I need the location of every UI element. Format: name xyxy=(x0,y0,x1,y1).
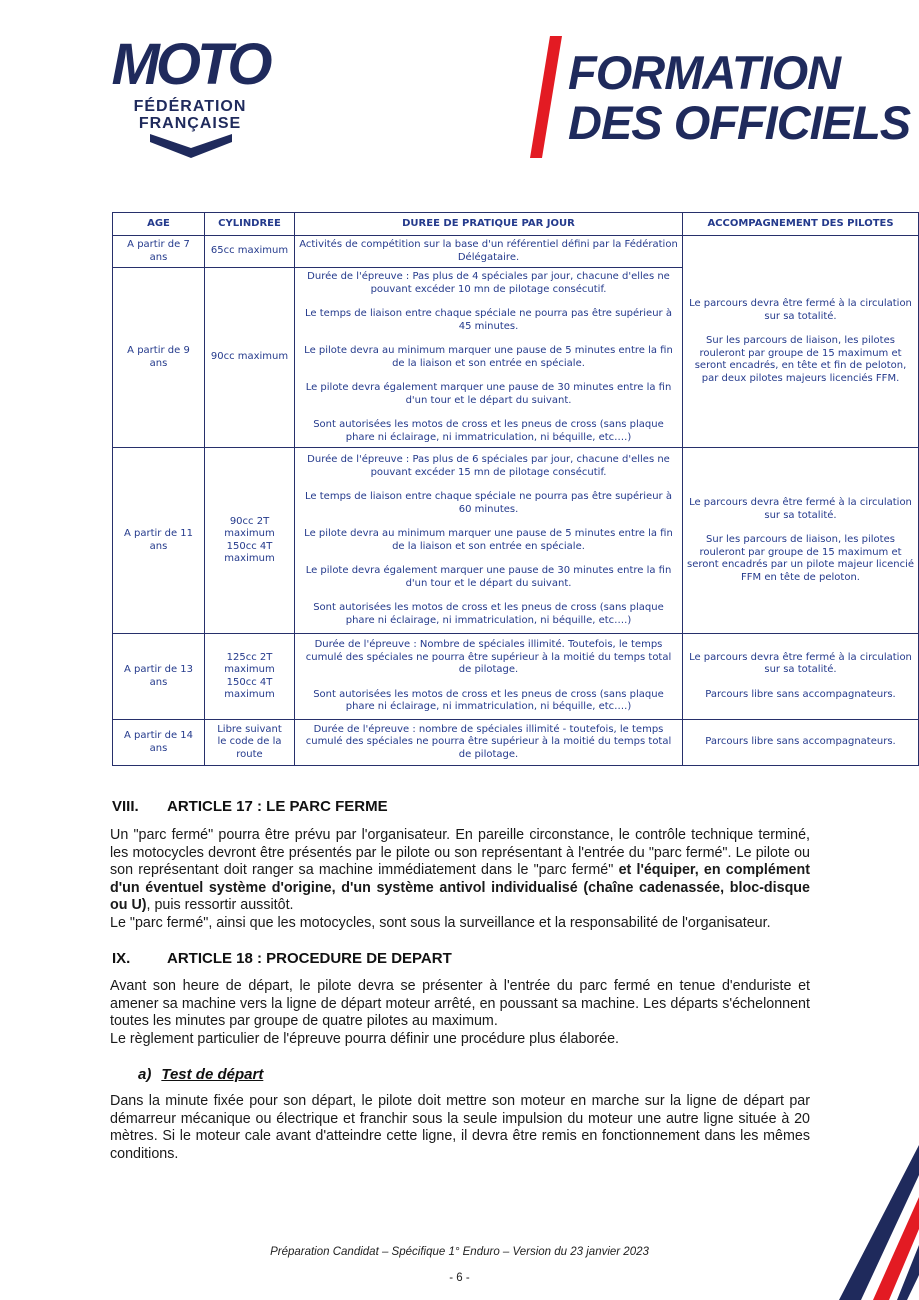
duree-text: Durée de l'épreuve : Pas plus de 6 spéciales par jour, chacune d'elles ne pouvant excéder 15 mn de pilotage consécutif. xyxy=(307,454,670,478)
subsection-title: Test de départ xyxy=(161,1066,264,1083)
article18-paragraph-2: Le règlement particulier de l'épreuve pourra définir une procédure plus élaborée. xyxy=(110,1030,619,1047)
article18-body xyxy=(110,978,810,1048)
cylindree-cell xyxy=(205,720,295,766)
age-cell: A partir de 14 ans xyxy=(113,720,205,766)
cylindree-cell xyxy=(205,448,295,634)
logo-federation-line: FÉDÉRATION xyxy=(133,98,247,115)
cylindree-cell: 90cc maximum xyxy=(205,268,295,448)
accompagnement-cell xyxy=(683,634,919,720)
logo-moto-text: MOTO xyxy=(111,32,269,97)
cylindree-cell xyxy=(205,634,295,720)
accompagnement-cell xyxy=(683,448,919,634)
article18-paragraph: Avant son heure de départ, le pilote devra se présenter à l'entrée du parc fermé en tenue d'enduriste et amener sa machine vers la ligne de départ moteur arrêté, en poussant sa machine. Les départs s'échelonnent toutes les minutes par groupe de quatre pilotes au maximum. xyxy=(110,978,810,1029)
table-row xyxy=(113,720,919,766)
article17-title: ARTICLE 17 : LE PARC FERME xyxy=(167,798,388,815)
header-accompagnement: ACCOMPAGNEMENT DES PILOTES xyxy=(683,213,919,236)
age-rules-table xyxy=(112,212,919,766)
corner-stripe-icon xyxy=(839,1145,919,1300)
article18-title: ARTICLE 18 : PROCEDURE DE DEPART xyxy=(167,950,452,967)
header-duree: DUREE DE PRATIQUE PAR JOUR xyxy=(295,213,683,236)
cylindree-line: 150cc 4T maximum xyxy=(224,540,275,564)
duree-text: Le temps de liaison entre chaque spéciale ne pourra pas être supérieur à 60 minutes. xyxy=(305,491,672,515)
duree-text: Le pilote devra également marquer une pause de 30 minutes entre la fin d'un tour et le départ du suivant. xyxy=(305,382,672,406)
age-cell: A partir de 13 ans xyxy=(113,634,205,720)
header-cylindree: CYLINDREE xyxy=(205,213,295,236)
acc-text: Le parcours devra être fermé à la circulation sur sa totalité. xyxy=(689,298,912,322)
duree-cell xyxy=(295,720,683,766)
formation-logo xyxy=(528,36,911,160)
acc-text: Sur les parcours de liaison, les pilotes rouleront par groupe de 15 maximum et seront encadrés, en tête et fin de peloton, par deux pilotes majeurs licenciés FFM. xyxy=(694,335,907,384)
cylindree-cell: 65cc maximum xyxy=(205,236,295,268)
duree-text: Le temps de liaison entre chaque spéciale ne pourra pas être supérieur à 45 minutes. xyxy=(305,308,672,332)
duree-text: Le pilote devra également marquer une pause de 30 minutes entre la fin d'un tour et le départ du suivant. xyxy=(305,565,672,589)
article17-text-end: , puis ressortir aussitôt. xyxy=(146,897,294,913)
acc-text: Parcours libre sans accompagnateurs. xyxy=(705,736,896,748)
duree-text: Durée de l'épreuve : Pas plus de 4 spéciales par jour, chacune d'elles ne pouvant excéder 10 mn de pilotage consécutif. xyxy=(307,271,670,295)
article17-bold-text: et l'équiper, en complément d'un éventuel système d'origine, d'un système antivol individualisé (chaîne cadenassée, bloc-disque ou U) xyxy=(110,862,810,913)
logo-francaise-line: FRANÇAISE xyxy=(138,115,242,132)
duree-cell xyxy=(295,268,683,448)
article17-text: Un "parc fermé" pourra être prévu par l'organisateur. En pareille circonstance, le contrôle technique terminé, les motocycles devront être présentés par le pilote ou son représentant à l'entrée du "parc fermé". Le pilote ou son représentant doit ranger sa machine immédiatement dans le "parc fermé" xyxy=(110,827,810,878)
duree-text: Activités de compétition sur la base d'un référentiel défini par la Fédération Délégataire. xyxy=(299,239,678,263)
duree-cell xyxy=(295,236,683,268)
subsection-letter: a) xyxy=(138,1066,152,1083)
duree-text: Durée de l'épreuve : nombre de spéciales illimité - toutefois, le temps cumulé des spéciales ne pourra être supérieur à la moitié du temps total de pilotage. xyxy=(305,723,672,760)
duree-cell xyxy=(295,448,683,634)
footer-text: Préparation Candidat – Spécifique 1° Enduro – Version du 23 janvier 2023 xyxy=(270,1246,649,1258)
article17-paragraph xyxy=(110,827,810,915)
formation-line1: FORMATION xyxy=(568,46,841,99)
cylindree-line: 150cc 4T maximum xyxy=(224,676,275,700)
test-depart-body xyxy=(110,1093,810,1163)
test-depart-paragraph: Dans la minute fixée pour son départ, le pilote doit mettre son moteur en marche sur la ligne de départ par démarreur mécanique ou électrique et franchir sous la seule impulsion du moteur une autre ligne située à 20 mètres. Si le moteur cale avant d'atteindre cette ligne, il devra être remis en fonctionnement dans les mêmes conditions. xyxy=(110,1093,810,1162)
red-slash-icon xyxy=(528,36,568,160)
table-header-row xyxy=(113,213,919,236)
duree-text: Sont autorisées les motos de cross et les pneus de cross (sans plaque phare ni éclairage, ni immatriculation, ni béquille, etc….) xyxy=(313,688,664,713)
cylindree-line: 125cc 2T maximum xyxy=(224,651,275,675)
chevron-icon xyxy=(150,134,232,158)
cylindree-line: le code de la route xyxy=(217,736,282,760)
duree-text: Le pilote devra au minimum marquer une pause de 5 minutes entre la fin de la liaison et son entrée en spéciale. xyxy=(304,528,673,552)
test-depart-heading xyxy=(138,1066,263,1083)
cylindree-line: 90cc 2T maximum xyxy=(224,515,275,539)
ffm-logo xyxy=(104,34,276,158)
age-cell: A partir de 11 ans xyxy=(113,448,205,634)
page-number: - 6 - xyxy=(449,1272,470,1284)
accompagnement-cell xyxy=(683,236,919,448)
article18-number: IX. xyxy=(112,950,131,967)
header-age: AGE xyxy=(113,213,205,236)
duree-cell xyxy=(295,634,683,720)
table-row xyxy=(113,236,919,268)
article17-paragraph-2: Le "parc fermé", ainsi que les motocycles, sont sous la surveillance et la responsabilité de l'organisateur. xyxy=(110,914,771,931)
article17-body xyxy=(110,827,810,932)
acc-text: Le parcours devra être fermé à la circulation sur sa totalité. xyxy=(689,497,912,521)
article17-number: VIII. xyxy=(112,798,139,815)
duree-text: Durée de l'épreuve : Nombre de spéciales illimité. Toutefois, le temps cumulé des spéciales ne pourra être supérieur à la moitié du temps total de pilotage. xyxy=(305,639,672,676)
acc-text: Parcours libre sans accompagnateurs. xyxy=(705,688,896,700)
logo-federation-text xyxy=(104,98,276,132)
acc-text: Le parcours devra être fermé à la circulation sur sa totalité. xyxy=(689,651,912,676)
cylindree-line: Libre suivant xyxy=(217,723,282,735)
duree-text: Sont autorisées les motos de cross et les pneus de cross (sans plaque phare ni éclairage, ni immatriculation, ni béquille, etc….) xyxy=(313,602,664,626)
formation-line2: DES OFFICIELS xyxy=(568,96,911,149)
age-cell: A partir de 7 ans xyxy=(113,236,205,268)
article17-heading xyxy=(112,798,388,815)
table-row xyxy=(113,634,919,720)
age-cell: A partir de 9 ans xyxy=(113,268,205,448)
acc-text: Sur les parcours de liaison, les pilotes rouleront par groupe de 15 maximum et seront encadrés par un pilote majeur licencié FFM en tête de peloton. xyxy=(687,534,915,583)
duree-text: Sont autorisées les motos de cross et les pneus de cross (sans plaque phare ni éclairage, ni immatriculation, ni béquille, etc….) xyxy=(313,419,664,443)
duree-text: Le pilote devra au minimum marquer une pause de 5 minutes entre la fin de la liaison et son entrée en spéciale. xyxy=(304,345,673,369)
accompagnement-cell xyxy=(683,720,919,766)
article18-heading xyxy=(112,950,452,967)
table-row xyxy=(113,448,919,634)
